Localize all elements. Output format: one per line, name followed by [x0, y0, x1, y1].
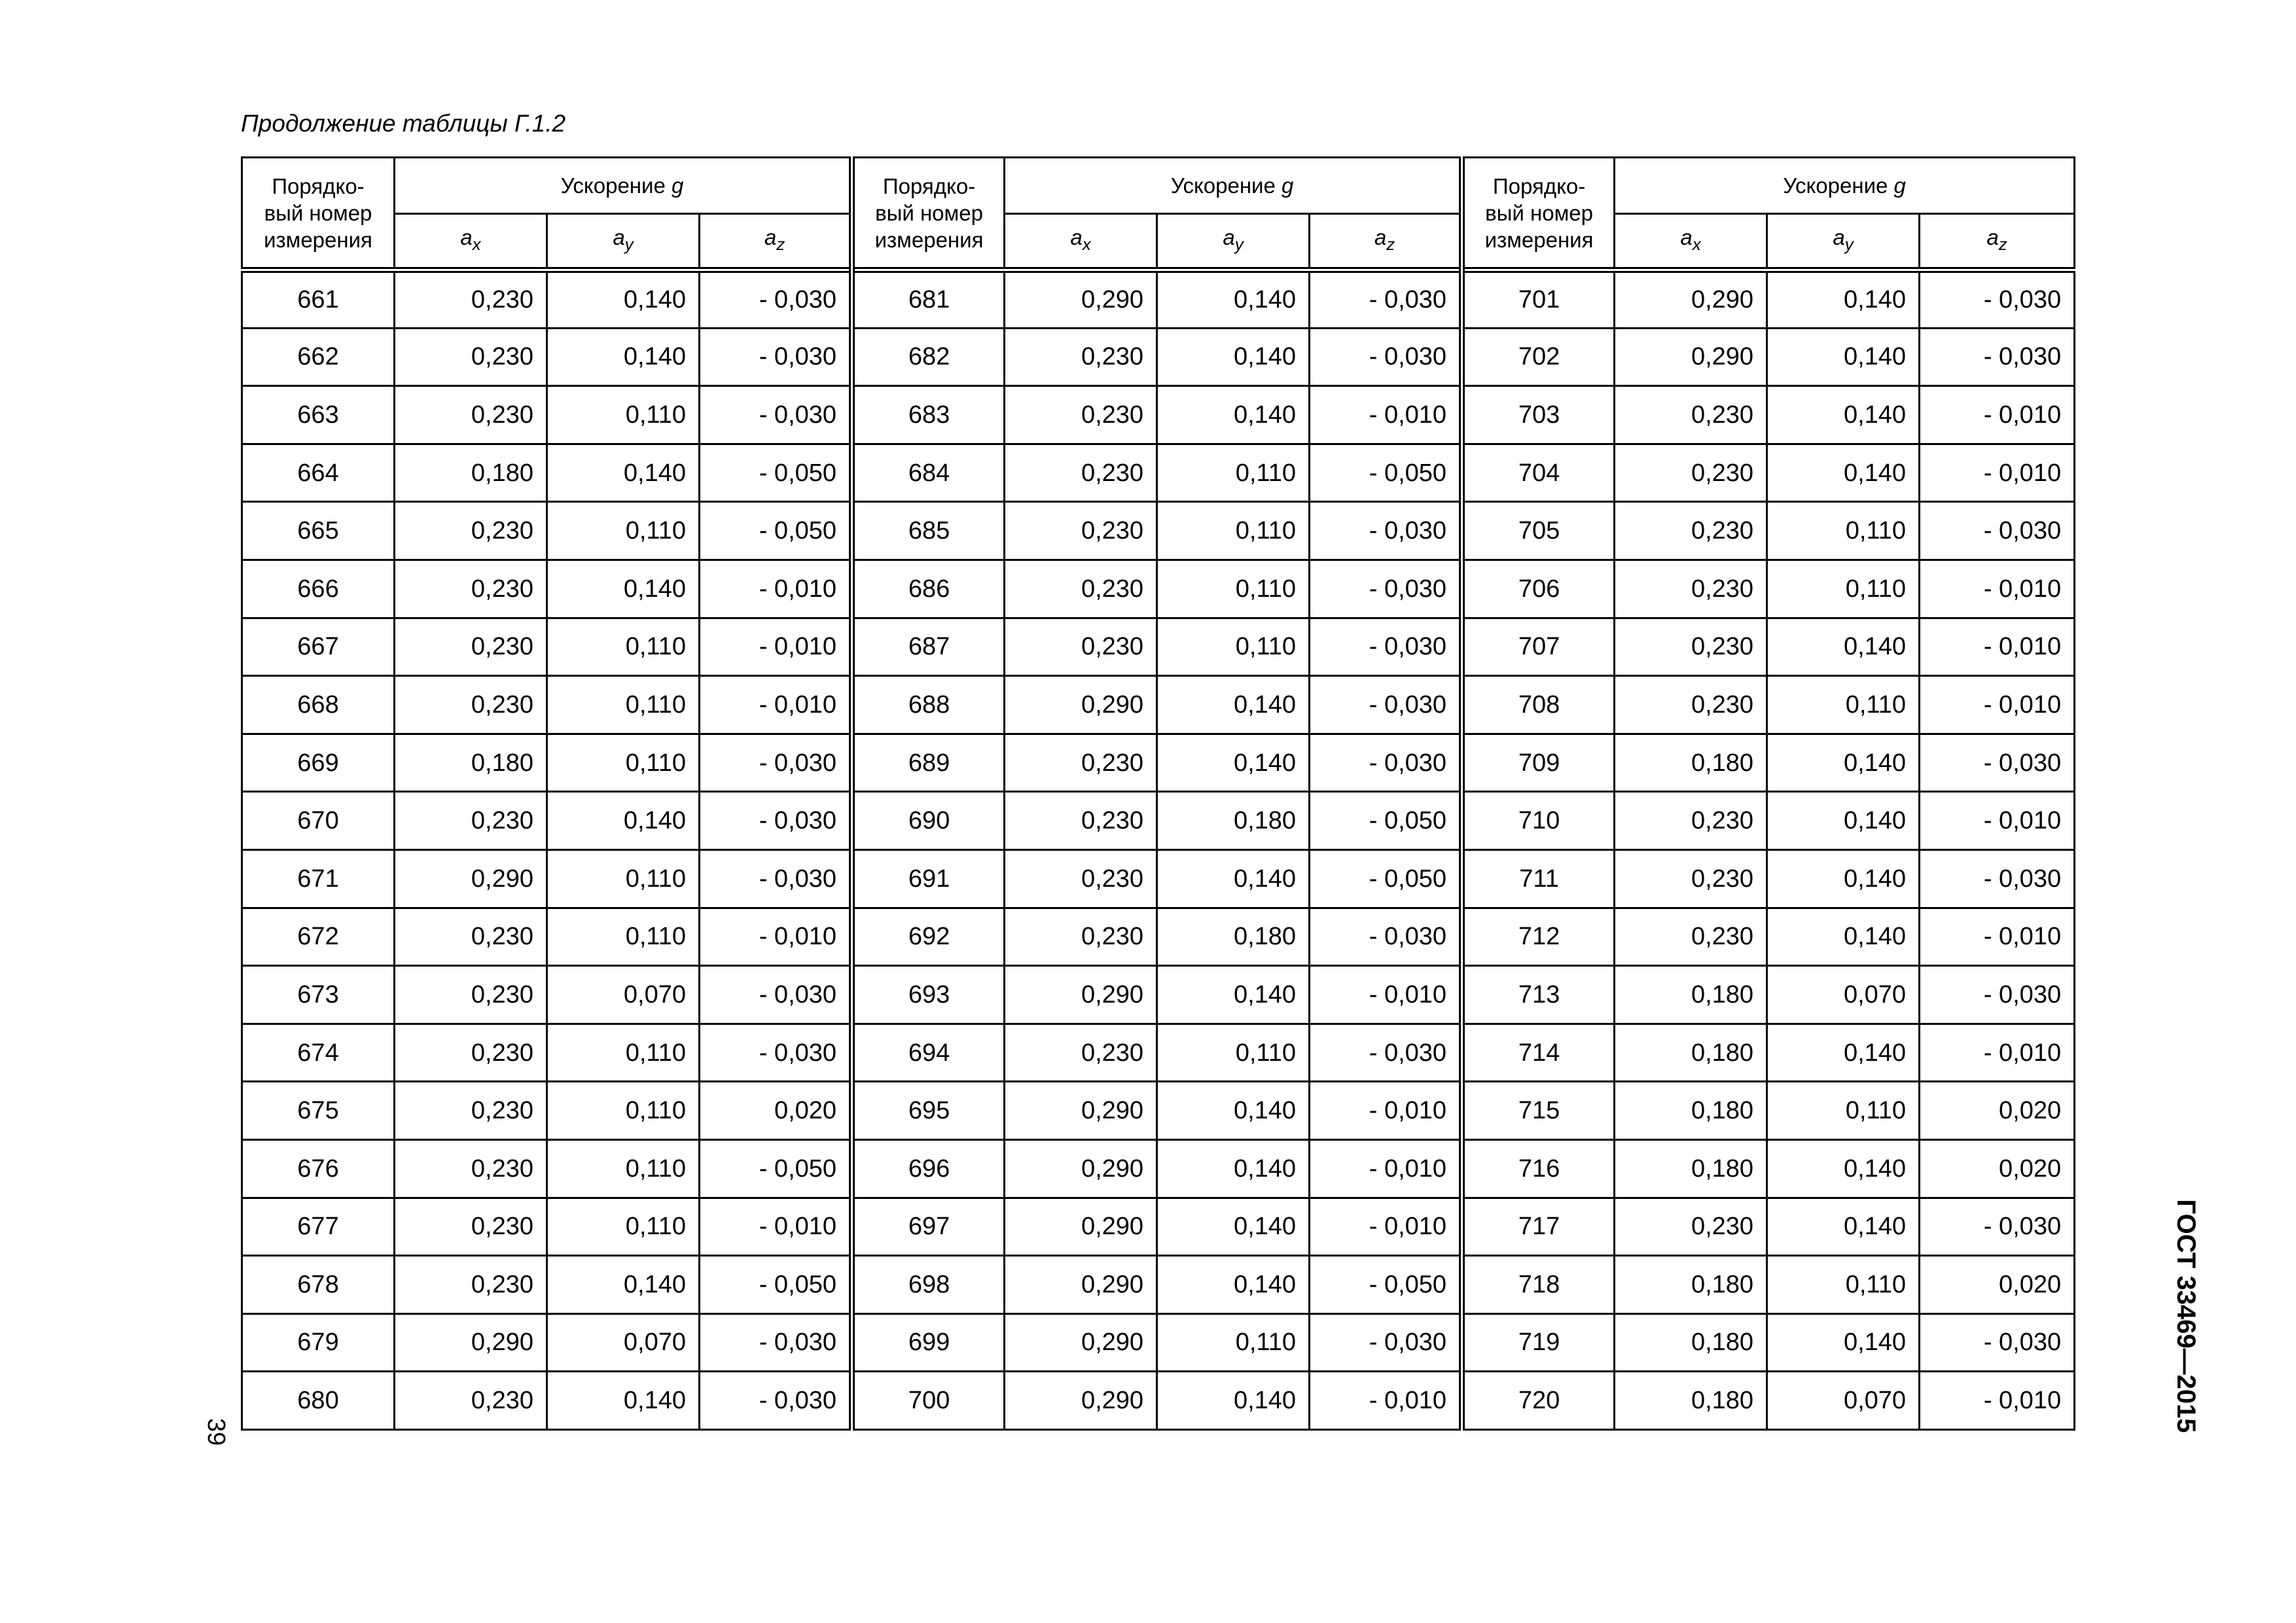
cell-ax: 0,180 [1615, 1372, 1767, 1430]
cell-ax: 0,180 [395, 444, 547, 502]
cell-ay: 0,140 [1767, 1313, 1920, 1372]
cell-ax: 0,230 [395, 792, 547, 850]
cell-ax: 0,230 [395, 270, 547, 329]
az-header: $a_z$ [700, 214, 852, 270]
cell-ax: 0,230 [1615, 676, 1767, 734]
cell-ay: 0,110 [1157, 560, 1310, 618]
cell-az: - 0,030 [1920, 1198, 2075, 1256]
cell-order-number: 666 [242, 560, 395, 618]
cell-ax: 0,290 [1005, 1313, 1157, 1372]
cell-ax: 0,230 [1005, 560, 1157, 618]
order-number-header: Порядко- вый номер измерения [852, 158, 1005, 270]
cell-ax: 0,230 [395, 386, 547, 444]
table-body [242, 270, 2075, 1430]
cell-ax: 0,230 [395, 1139, 547, 1198]
cell-ay: 0,110 [547, 1139, 700, 1198]
cell-ax: 0,230 [1005, 1024, 1157, 1082]
cell-order-number: 671 [242, 849, 395, 908]
cell-az: - 0,010 [1310, 386, 1462, 444]
cell-az: - 0,010 [1920, 908, 2075, 966]
table-row [242, 618, 2075, 676]
cell-ax: 0,230 [395, 1372, 547, 1430]
cell-ax: 0,230 [395, 1198, 547, 1256]
cell-ay: 0,140 [1767, 734, 1920, 792]
cell-ax: 0,290 [1005, 1198, 1157, 1256]
table-row [242, 1082, 2075, 1140]
cell-az: - 0,030 [700, 1372, 852, 1430]
cell-order-number: 692 [852, 908, 1005, 966]
cell-az: - 0,030 [700, 386, 852, 444]
ay-header: $a_y$ [1157, 214, 1310, 270]
cell-az: - 0,010 [1310, 966, 1462, 1024]
cell-ay: 0,110 [1767, 1256, 1920, 1314]
cell-ay: 0,110 [547, 676, 700, 734]
cell-ax: 0,230 [1615, 849, 1767, 908]
cell-az: - 0,010 [1920, 676, 2075, 734]
cell-az: - 0,010 [700, 560, 852, 618]
table-row [242, 328, 2075, 386]
cell-ay: 0,140 [1157, 849, 1310, 908]
cell-ay: 0,140 [1767, 849, 1920, 908]
cell-order-number: 688 [852, 676, 1005, 734]
cell-order-number: 682 [852, 328, 1005, 386]
cell-az: - 0,030 [1310, 734, 1462, 792]
cell-az: - 0,010 [700, 1198, 852, 1256]
cell-az: - 0,010 [1310, 1372, 1462, 1430]
cell-ax: 0,180 [1615, 1256, 1767, 1314]
cell-ax: 0,230 [395, 966, 547, 1024]
cell-ay: 0,140 [1157, 676, 1310, 734]
cell-ax: 0,180 [395, 734, 547, 792]
cell-ax: 0,230 [395, 618, 547, 676]
table-row [242, 270, 2075, 329]
cell-ax: 0,230 [395, 1256, 547, 1314]
cell-order-number: 715 [1462, 1082, 1615, 1140]
cell-order-number: 677 [242, 1198, 395, 1256]
table-row [242, 386, 2075, 444]
cell-ay: 0,110 [547, 502, 700, 560]
cell-ay: 0,110 [1157, 1024, 1310, 1082]
cell-ay: 0,140 [547, 1256, 700, 1314]
cell-ay: 0,110 [1767, 676, 1920, 734]
cell-ay: 0,140 [1767, 618, 1920, 676]
cell-ax: 0,290 [1005, 676, 1157, 734]
cell-order-number: 717 [1462, 1198, 1615, 1256]
cell-order-number: 710 [1462, 792, 1615, 850]
cell-az: - 0,010 [1920, 1024, 2075, 1082]
cell-az: - 0,050 [700, 502, 852, 560]
cell-az: - 0,030 [700, 792, 852, 850]
table-row [242, 1256, 2075, 1314]
table-row [242, 908, 2075, 966]
cell-order-number: 696 [852, 1139, 1005, 1198]
cell-order-number: 672 [242, 908, 395, 966]
ax-header: $a_x$ [1615, 214, 1767, 270]
cell-order-number: 662 [242, 328, 395, 386]
cell-order-number: 664 [242, 444, 395, 502]
cell-ax: 0,290 [1005, 270, 1157, 329]
table-row [242, 966, 2075, 1024]
cell-ay: 0,180 [1157, 792, 1310, 850]
cell-order-number: 693 [852, 966, 1005, 1024]
cell-ay: 0,140 [1767, 386, 1920, 444]
cell-order-number: 679 [242, 1313, 395, 1372]
cell-az: - 0,010 [1920, 386, 2075, 444]
cell-az: - 0,030 [1920, 270, 2075, 329]
cell-az: - 0,050 [1310, 849, 1462, 908]
cell-ax: 0,230 [1615, 792, 1767, 850]
cell-az: - 0,030 [1310, 1024, 1462, 1082]
cell-order-number: 704 [1462, 444, 1615, 502]
cell-az: - 0,030 [700, 1024, 852, 1082]
cell-order-number: 716 [1462, 1139, 1615, 1198]
table-row [242, 792, 2075, 850]
cell-ay: 0,110 [547, 849, 700, 908]
cell-ax: 0,290 [1005, 1082, 1157, 1140]
cell-order-number: 676 [242, 1139, 395, 1198]
ay-header: $a_y$ [547, 214, 700, 270]
cell-order-number: 691 [852, 849, 1005, 908]
cell-order-number: 718 [1462, 1256, 1615, 1314]
cell-ax: 0,290 [395, 849, 547, 908]
cell-order-number: 668 [242, 676, 395, 734]
cell-order-number: 674 [242, 1024, 395, 1082]
cell-order-number: 684 [852, 444, 1005, 502]
cell-ay: 0,110 [547, 618, 700, 676]
table-row [242, 1139, 2075, 1198]
cell-order-number: 673 [242, 966, 395, 1024]
cell-ax: 0,230 [1005, 908, 1157, 966]
cell-az: - 0,050 [1310, 1256, 1462, 1314]
cell-ay: 0,140 [1157, 966, 1310, 1024]
cell-order-number: 702 [1462, 328, 1615, 386]
cell-az: - 0,050 [700, 1139, 852, 1198]
document-code: ГОСТ 33469—2015 [2172, 1199, 2200, 1433]
cell-ax: 0,180 [1615, 1139, 1767, 1198]
cell-order-number: 697 [852, 1198, 1005, 1256]
cell-az: - 0,030 [1310, 1313, 1462, 1372]
cell-az: - 0,010 [1310, 1082, 1462, 1140]
cell-az: - 0,050 [700, 1256, 852, 1314]
cell-az: - 0,030 [1310, 270, 1462, 329]
cell-az: - 0,010 [1920, 618, 2075, 676]
cell-ax: 0,230 [395, 502, 547, 560]
cell-ax: 0,230 [1615, 618, 1767, 676]
cell-ay: 0,140 [547, 270, 700, 329]
cell-ax: 0,180 [1615, 1313, 1767, 1372]
cell-order-number: 703 [1462, 386, 1615, 444]
cell-az: - 0,010 [1920, 560, 2075, 618]
cell-az: - 0,030 [1310, 560, 1462, 618]
cell-ay: 0,110 [1157, 618, 1310, 676]
cell-ay: 0,110 [1157, 502, 1310, 560]
cell-ay: 0,140 [1157, 1139, 1310, 1198]
cell-ay: 0,110 [1157, 444, 1310, 502]
cell-az: - 0,030 [700, 734, 852, 792]
cell-order-number: 708 [1462, 676, 1615, 734]
cell-ay: 0,140 [1767, 444, 1920, 502]
cell-az: - 0,030 [1920, 734, 2075, 792]
cell-ay: 0,140 [1767, 1024, 1920, 1082]
acceleration-header: Ускорение g [1615, 158, 2075, 214]
table-row [242, 1372, 2075, 1430]
cell-ax: 0,290 [1615, 270, 1767, 329]
cell-ay: 0,110 [547, 1198, 700, 1256]
cell-ax: 0,230 [1005, 792, 1157, 850]
cell-az: - 0,030 [700, 849, 852, 908]
cell-ay: 0,070 [1767, 966, 1920, 1024]
cell-ay: 0,110 [547, 908, 700, 966]
cell-ax: 0,230 [1005, 849, 1157, 908]
cell-az: - 0,050 [1310, 444, 1462, 502]
cell-ax: 0,230 [1615, 502, 1767, 560]
page-number: 39 [202, 1418, 230, 1446]
cell-ay: 0,140 [1157, 1372, 1310, 1430]
measurement-table [241, 156, 2075, 1431]
table-row [242, 676, 2075, 734]
cell-az: - 0,010 [1310, 1139, 1462, 1198]
cell-az: 0,020 [1920, 1256, 2075, 1314]
cell-az: - 0,050 [700, 444, 852, 502]
cell-order-number: 712 [1462, 908, 1615, 966]
cell-ax: 0,290 [1005, 1256, 1157, 1314]
cell-ax: 0,230 [1005, 328, 1157, 386]
cell-order-number: 689 [852, 734, 1005, 792]
cell-order-number: 686 [852, 560, 1005, 618]
ax-header: $a_x$ [395, 214, 547, 270]
cell-order-number: 670 [242, 792, 395, 850]
cell-ay: 0,140 [547, 444, 700, 502]
cell-az: - 0,030 [700, 270, 852, 329]
acceleration-header: Ускорение g [395, 158, 852, 214]
cell-ay: 0,110 [1767, 560, 1920, 618]
cell-az: - 0,030 [1920, 966, 2075, 1024]
cell-ax: 0,230 [1005, 618, 1157, 676]
cell-az: 0,020 [1920, 1082, 2075, 1140]
cell-order-number: 701 [1462, 270, 1615, 329]
cell-ax: 0,230 [1005, 734, 1157, 792]
cell-ay: 0,070 [547, 1313, 700, 1372]
cell-az: - 0,030 [700, 328, 852, 386]
cell-ay: 0,140 [1157, 386, 1310, 444]
cell-az: - 0,030 [700, 966, 852, 1024]
cell-order-number: 687 [852, 618, 1005, 676]
cell-ax: 0,230 [1005, 502, 1157, 560]
cell-ay: 0,140 [1157, 1198, 1310, 1256]
cell-ax: 0,180 [1615, 734, 1767, 792]
cell-ax: 0,230 [395, 676, 547, 734]
cell-az: - 0,030 [1310, 328, 1462, 386]
cell-order-number: 705 [1462, 502, 1615, 560]
cell-order-number: 665 [242, 502, 395, 560]
cell-ax: 0,230 [1615, 444, 1767, 502]
table-row [242, 502, 2075, 560]
az-header: $a_z$ [1310, 214, 1462, 270]
cell-ax: 0,290 [395, 1313, 547, 1372]
acceleration-header: Ускорение g [1005, 158, 1462, 214]
cell-ax: 0,230 [1615, 560, 1767, 618]
cell-ay: 0,140 [1767, 328, 1920, 386]
cell-ay: 0,140 [1157, 270, 1310, 329]
cell-ay: 0,140 [547, 1372, 700, 1430]
table-row [242, 849, 2075, 908]
cell-order-number: 711 [1462, 849, 1615, 908]
cell-order-number: 667 [242, 618, 395, 676]
cell-order-number: 683 [852, 386, 1005, 444]
cell-ay: 0,110 [1157, 1313, 1310, 1372]
cell-ay: 0,140 [1767, 792, 1920, 850]
cell-az: 0,020 [1920, 1139, 2075, 1198]
table-row [242, 1024, 2075, 1082]
cell-ay: 0,140 [1157, 1256, 1310, 1314]
cell-az: 0,020 [700, 1082, 852, 1140]
cell-ay: 0,140 [1157, 328, 1310, 386]
cell-order-number: 700 [852, 1372, 1005, 1430]
cell-order-number: 680 [242, 1372, 395, 1430]
cell-ay: 0,110 [1767, 1082, 1920, 1140]
cell-ax: 0,230 [395, 1082, 547, 1140]
cell-az: - 0,030 [1310, 502, 1462, 560]
cell-ay: 0,140 [547, 328, 700, 386]
cell-order-number: 698 [852, 1256, 1005, 1314]
cell-ay: 0,140 [1767, 1198, 1920, 1256]
cell-order-number: 675 [242, 1082, 395, 1140]
ay-header: $a_y$ [1767, 214, 1920, 270]
cell-order-number: 678 [242, 1256, 395, 1314]
table-caption: Продолжение таблицы Г.1.2 [241, 110, 566, 137]
cell-order-number: 690 [852, 792, 1005, 850]
cell-ax: 0,230 [1005, 444, 1157, 502]
cell-order-number: 714 [1462, 1024, 1615, 1082]
cell-ay: 0,140 [547, 792, 700, 850]
cell-ax: 0,230 [395, 1024, 547, 1082]
cell-ax: 0,230 [1615, 908, 1767, 966]
cell-order-number: 699 [852, 1313, 1005, 1372]
cell-ax: 0,230 [1005, 386, 1157, 444]
cell-ax: 0,290 [1005, 966, 1157, 1024]
table-row [242, 1313, 2075, 1372]
cell-az: - 0,010 [1920, 792, 2075, 850]
cell-ax: 0,290 [1615, 328, 1767, 386]
order-number-header: Порядко- вый номер измерения [1462, 158, 1615, 270]
cell-ax: 0,230 [395, 908, 547, 966]
cell-ax: 0,180 [1615, 966, 1767, 1024]
cell-order-number: 709 [1462, 734, 1615, 792]
cell-ay: 0,110 [547, 734, 700, 792]
cell-ay: 0,110 [547, 1082, 700, 1140]
cell-order-number: 669 [242, 734, 395, 792]
cell-az: - 0,050 [1310, 792, 1462, 850]
table-row [242, 560, 2075, 618]
cell-az: - 0,030 [1310, 908, 1462, 966]
table-row [242, 1198, 2075, 1256]
cell-az: - 0,010 [1310, 1198, 1462, 1256]
cell-order-number: 695 [852, 1082, 1005, 1140]
table-row [242, 444, 2075, 502]
cell-order-number: 719 [1462, 1313, 1615, 1372]
cell-az: - 0,010 [1920, 444, 2075, 502]
cell-ay: 0,140 [1767, 270, 1920, 329]
cell-order-number: 706 [1462, 560, 1615, 618]
cell-order-number: 681 [852, 270, 1005, 329]
cell-ay: 0,110 [547, 386, 700, 444]
cell-order-number: 663 [242, 386, 395, 444]
ax-header: $a_x$ [1005, 214, 1157, 270]
cell-az: - 0,030 [1920, 849, 2075, 908]
cell-ax: 0,230 [1615, 1198, 1767, 1256]
table-header [242, 158, 2075, 270]
cell-ay: 0,070 [547, 966, 700, 1024]
cell-az: - 0,010 [700, 618, 852, 676]
table-row [242, 734, 2075, 792]
cell-ay: 0,180 [1157, 908, 1310, 966]
cell-az: - 0,030 [700, 1313, 852, 1372]
cell-az: - 0,030 [1920, 502, 2075, 560]
cell-ay: 0,140 [1767, 1139, 1920, 1198]
cell-ax: 0,180 [1615, 1024, 1767, 1082]
cell-ay: 0,110 [547, 1024, 700, 1082]
cell-az: - 0,010 [700, 676, 852, 734]
cell-ax: 0,180 [1615, 1082, 1767, 1140]
cell-az: - 0,010 [1920, 1372, 2075, 1430]
cell-order-number: 707 [1462, 618, 1615, 676]
cell-az: - 0,030 [1310, 676, 1462, 734]
cell-ay: 0,110 [1767, 502, 1920, 560]
cell-az: - 0,030 [1310, 618, 1462, 676]
cell-ay: 0,140 [1157, 1082, 1310, 1140]
cell-ax: 0,230 [395, 328, 547, 386]
cell-ay: 0,140 [1767, 908, 1920, 966]
cell-order-number: 685 [852, 502, 1005, 560]
cell-ay: 0,070 [1767, 1372, 1920, 1430]
cell-az: - 0,010 [700, 908, 852, 966]
order-number-header: Порядко- вый номер измерения [242, 158, 395, 270]
cell-ax: 0,230 [1615, 386, 1767, 444]
cell-ax: 0,230 [395, 560, 547, 618]
cell-az: - 0,030 [1920, 328, 2075, 386]
az-header: $a_z$ [1920, 214, 2075, 270]
cell-order-number: 661 [242, 270, 395, 329]
cell-ay: 0,140 [1157, 734, 1310, 792]
cell-order-number: 694 [852, 1024, 1005, 1082]
cell-ax: 0,290 [1005, 1139, 1157, 1198]
cell-order-number: 720 [1462, 1372, 1615, 1430]
cell-az: - 0,030 [1920, 1313, 2075, 1372]
cell-ax: 0,290 [1005, 1372, 1157, 1430]
cell-ay: 0,140 [547, 560, 700, 618]
cell-order-number: 713 [1462, 966, 1615, 1024]
